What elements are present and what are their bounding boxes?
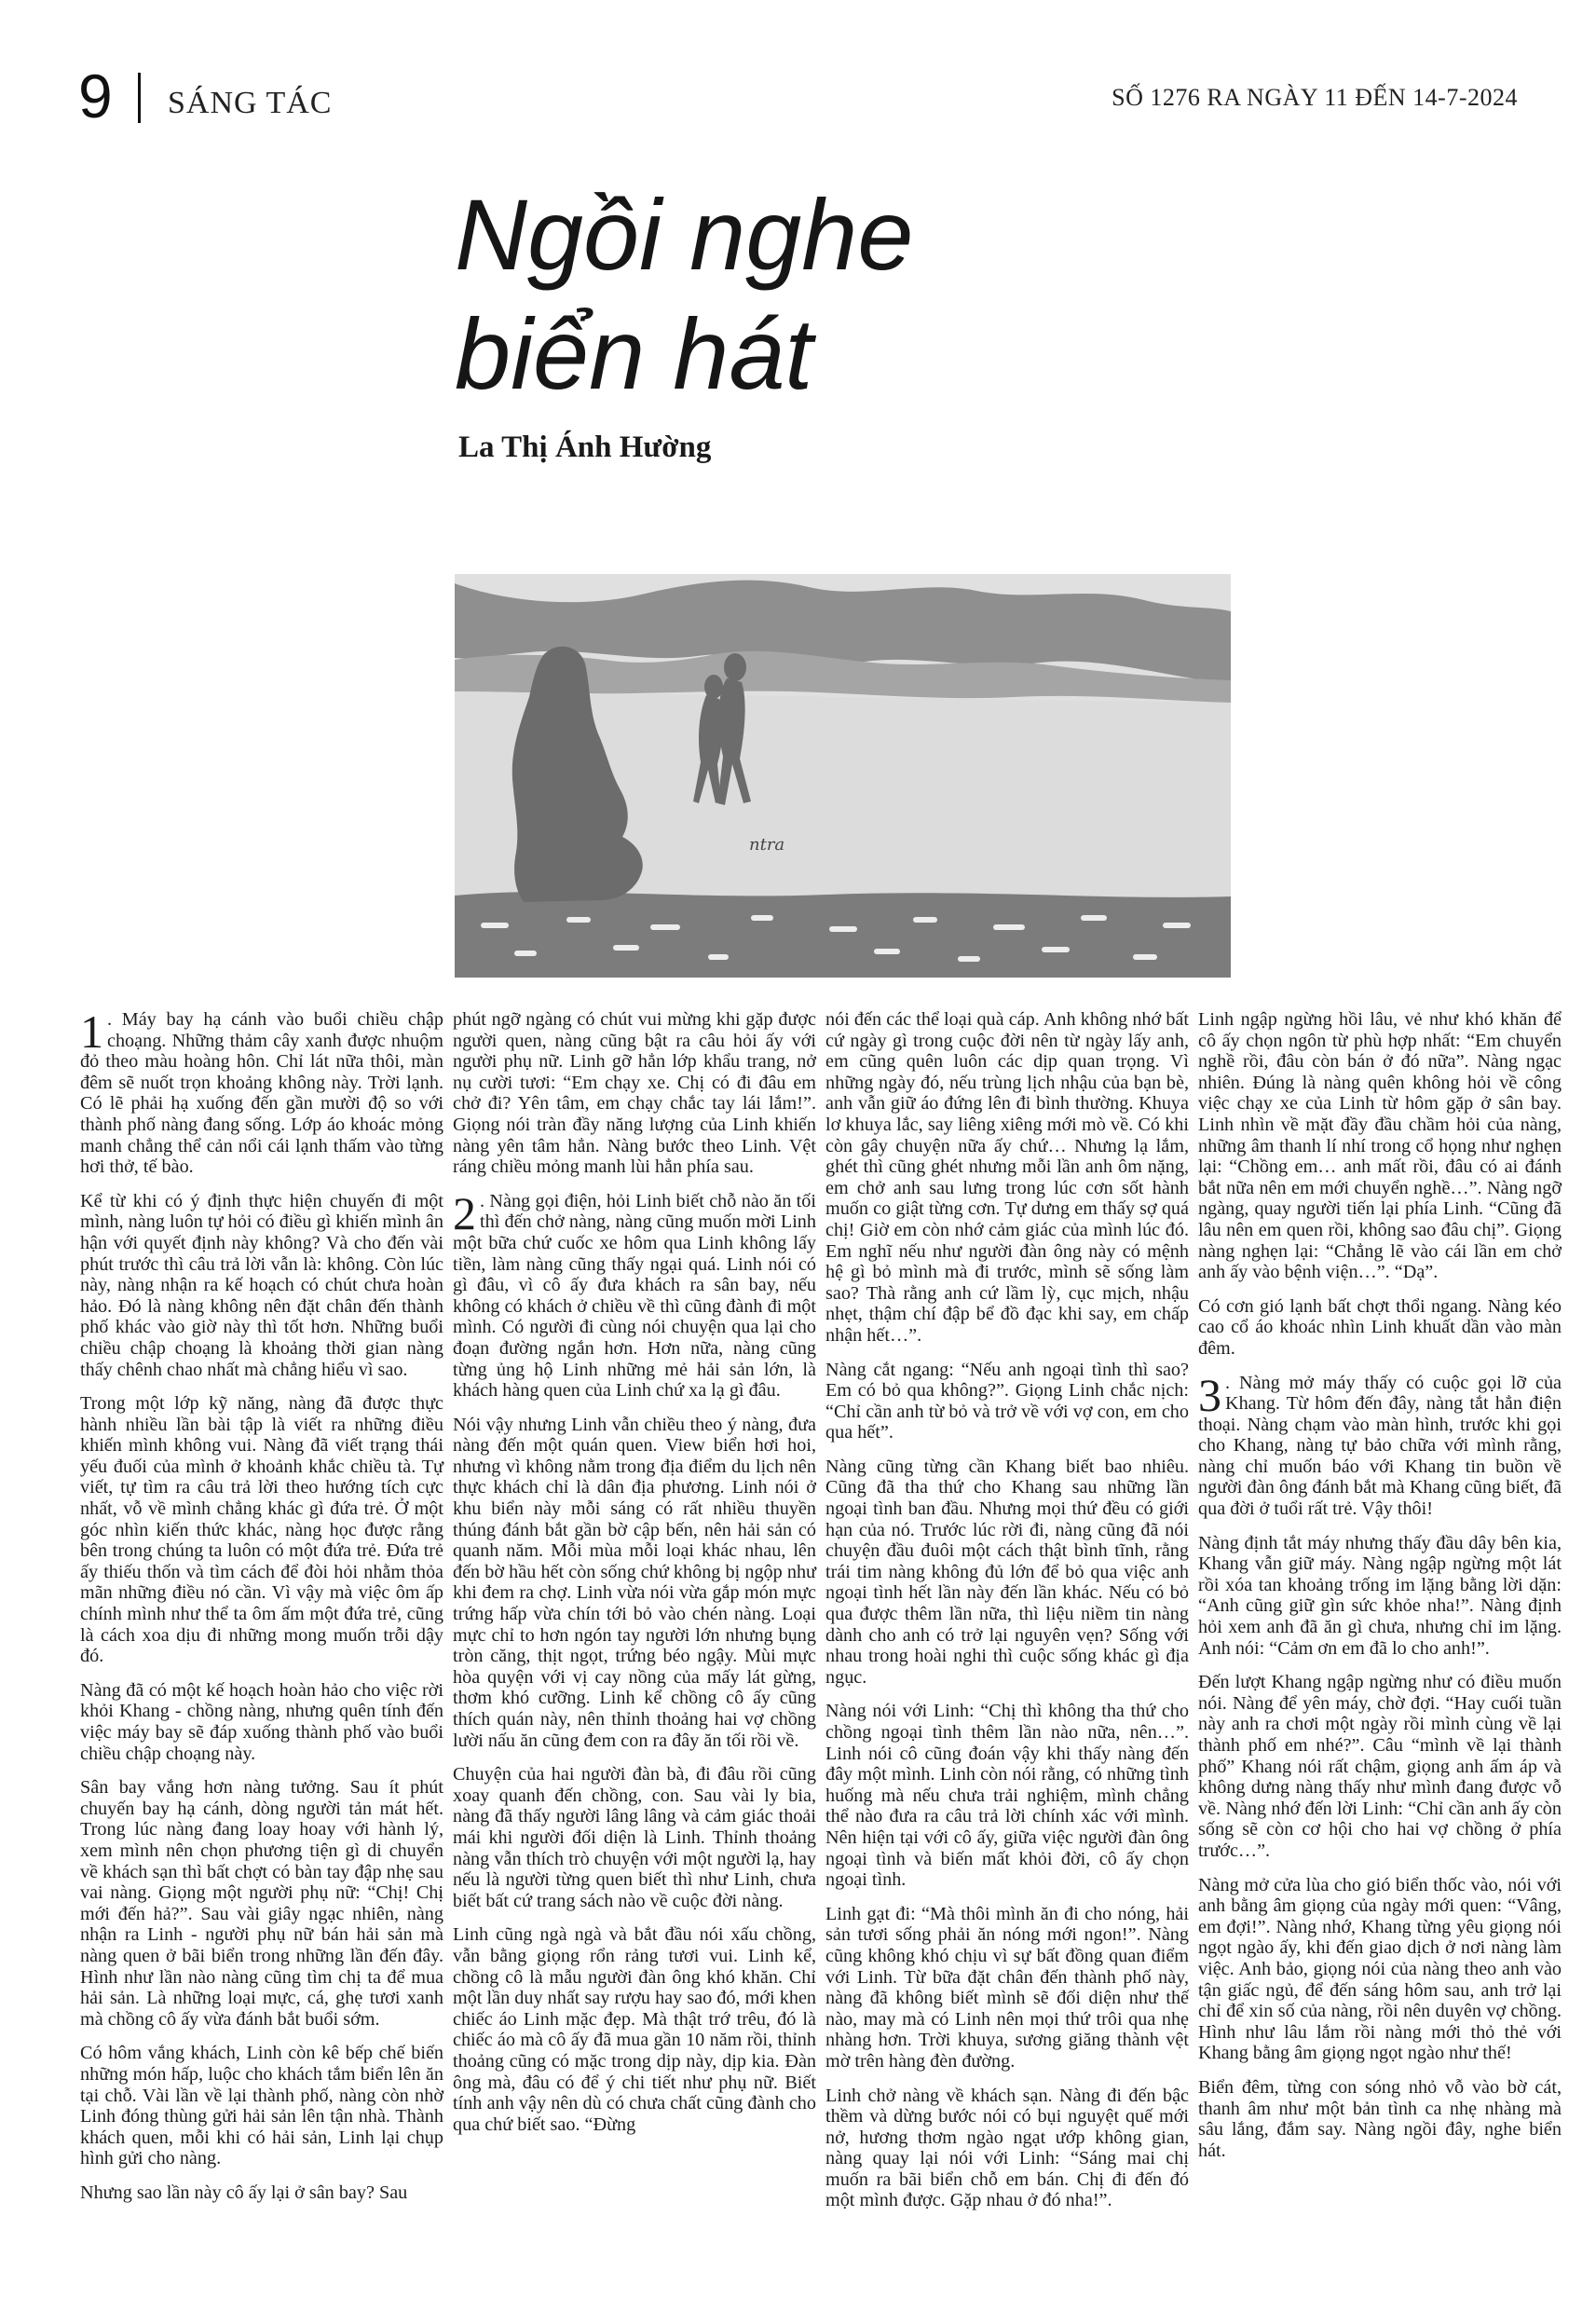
article-paragraph xyxy=(453,1009,816,1178)
paragraph-text: Linh chở nàng về khách sạn. Nàng đi đến bậc thềm và dừng bước nói có bụi nguyệt quế mới nở, hương thơm ngào ngạt ướp không gian, nàng quay lại nói với Linh: “Sáng mai chị muốn ra bãi biển chỗ em bán. Chị đi đến đó một mình được. Gặp nhau ở đó nha!”. xyxy=(825,2085,1189,2211)
article-paragraph xyxy=(825,1360,1189,1443)
article-paragraph xyxy=(1198,1009,1562,1283)
article-paragraph xyxy=(825,1904,1189,2073)
title-line-1: Ngồi nghe xyxy=(455,178,914,291)
header-divider xyxy=(138,73,141,123)
wave-mark xyxy=(1133,954,1157,960)
paragraph-text: Trong một lớp kỹ năng, nàng đã được thực hành nhiều lần bài tập là viết ra những điều khiến mình không vui. Nàng đã viết trạng thái yếu đuối của mình ở khoảnh khắc chiều tà. Tự viết, tự tìm ra câu trả lời theo hướng tích cực nhất, vỗ về mình chẳng khác gì đứa trẻ. Ở một góc nhìn kiến thức khác, nàng học được rằng bên trong chúng ta luôn có một đứa trẻ. Đứa trẻ ấy thiếu thốn và tìm cách để đòi hỏi nhằm thỏa mãn những điều nó cần. Vì vậy mà việc ôm ấp chính mình như thể ta ôm ấm một đứa trẻ, cũng là cách xoa dịu đi những mong muốn trỗi dậy đó. xyxy=(80,1393,443,1667)
paragraph-text: . Nàng gọi điện, hỏi Linh biết chỗ nào ăn tối thì đến chở nàng, nàng cũng muốn mời Linh một bữa chứ cuốc xe hôm qua Linh không lấy tiền, làm nàng cũng thấy ngại quá. Linh nói có gì đâu, vì cô ấy đưa khách ra sân bay, nếu không có khách ở chiều về thì cũng đành đi một mình. Có người đi cùng nói chuyện qua lại cho đoạn đường ngắn hơn. Hơn nữa, nàng cũng từng ủng hộ Linh những mẻ hải sản lớn, là khách hàng quen của Linh chứ xa lạ gì đâu. xyxy=(453,1190,816,1402)
wave-mark xyxy=(481,923,509,928)
wave-mark xyxy=(566,917,591,923)
article-paragraph xyxy=(1198,1368,1562,1520)
paragraph-text: Nàng cũng từng cần Khang biết bao nhiêu. Cũng đã tha thứ cho Khang sau những lần ngoại tình ban đầu. Nhưng mọi thứ đều có giới hạn của nó. Trước lúc rời đi, nàng cũng đã nói chuyện đầu đuôi một cách thật bình tĩnh, rằng trái tim nàng không đủ lớn để bỏ qua việc anh ngoại tình hết lần này đến lần khác. Nếu có bỏ qua được thêm lần nữa, thì liệu niềm tin nàng dành cho anh có trở lại nguyên vẹn? Sống với nhau trong hoài nghi thì cuộc sống khác gì địa ngục. xyxy=(825,1456,1189,1688)
article-paragraph xyxy=(453,1186,816,1402)
paragraph-text: Kể từ khi có ý định thực hiện chuyến đi một mình, nàng luôn tự hỏi có điều gì khiến mình ân hận với quyết định này không? Và cho đến vài phút trước thì câu trả lời vẫn là: không. Còn lúc này, nàng nhận ra kế hoạch có chút chưa hoàn hảo. Đó là nàng không nên đặt chân đến thành phố khác vào giờ này thì tốt hơn. Những buổi chiều chập choạng là khoảng thời gian nàng thấy chênh chao nhất mà chẳng hiểu vì sao. xyxy=(80,1190,443,1380)
wave-mark xyxy=(874,949,900,954)
article-paragraph xyxy=(1198,1533,1562,1660)
article-paragraph xyxy=(80,1680,443,1764)
paragraph-text: Có cơn gió lạnh bất chợt thổi ngang. Nàng kéo cao cổ áo khoác nhìn Linh khuất dần vào màn đêm. xyxy=(1198,1295,1562,1359)
wave-mark xyxy=(829,926,857,932)
wave-mark xyxy=(613,945,639,951)
wave-mark xyxy=(751,915,773,921)
article-paragraph xyxy=(453,1764,816,1911)
section-name: SÁNG TÁC xyxy=(168,86,333,120)
article-paragraph xyxy=(825,1701,1189,1890)
paragraph-text: Nàng nói với Linh: “Chị thì không tha thứ cho chồng ngoại tình thêm lần nào nữa, nên…”. Linh nói cô cũng đoán vậy khi thấy nàng đến đây một mình. Linh còn nói rằng, có những tình huống mà nếu chưa trải nghiệm, mình chẳng thể nào đưa ra câu trả lời chính xác với mình. Nên hiện tại với cô ấy, giữa việc người đàn ông ngoại tình và biến mất khỏi đời, cô ấy chọn ngoại tình. xyxy=(825,1701,1189,1891)
paragraph-text: Đến lượt Khang ngập ngừng như có điều muốn nói. Nàng để yên máy, chờ đợi. “Hay cuối tuần này anh ra chơi một ngày rồi mình cùng về lại thành phố em nhé?”. Câu “mình về lại thành phố” Khang nói rất chậm, giọng anh ấm áp và không dưng nàng thấy như mình đang được vỗ về. Nàng nhớ đến lời Linh: “Chỉ cần anh ấy còn sống sẽ còn cơ hội cho hai vợ chồng ở phía trước…”. xyxy=(1198,1672,1562,1861)
wave-mark xyxy=(1042,947,1070,952)
section-number-dropcap: 1 xyxy=(80,1006,103,1058)
article-column-4 xyxy=(1198,1009,1562,2174)
wave-mark xyxy=(1081,915,1107,921)
title-line-2: biển hát xyxy=(455,297,813,410)
wave-mark xyxy=(913,917,937,923)
article-paragraph xyxy=(453,1415,816,1752)
paragraph-text: Nàng định tắt máy nhưng thấy đầu dây bên kia, Khang vẫn giữ máy. Nàng ngập ngừng một lát rồi xóa tan khoảng trống im lặng bằng lời dặn: “Anh cũng giữ gìn sức khỏe nha!”. Nàng định hỏi xem anh đã ăn gì chưa, nhưng chỉ im lặng. Anh nói: “Cảm ơn em đã lo cho anh!”. xyxy=(1198,1532,1562,1659)
paragraph-text: Nàng mở cửa lùa cho gió biển thốc vào, nói với anh bằng âm giọng của ngày mới quen: “Vâng, em đợi!”. Nàng nhớ, Khang từng yêu giọng nói ngọt ngào ấy, khi đến giao dịch ở nơi nàng làm việc. Anh bảo, giọng nói của nàng theo anh vào tận giấc ngủ, để đến sáng hôm sau, anh trở lại chỉ để xin số của nàng, rồi nên duyên vợ chồng. Hình như lâu lắm rồi nàng mới thỏ thẻ với Khang bằng âm giọng ngọt ngào như thế! xyxy=(1198,1874,1562,2064)
paragraph-text: Linh ngập ngừng hồi lâu, vẻ như khó khăn để cô ấy chọn ngôn từ phù hợp nhất: “Em chuyển nghề rồi, đâu còn bán ở đó nữa”. Nàng ngạc nhiên. Đúng là nàng quên không hỏi về công việc chạy xe của Linh từ hôm gặp ở sân bay. Linh nhìn về mặt đầy đầu chầm hỏi của nàng, những âm thanh lí nhí trong cổ họng như nghẹn lại: “Chồng em… anh mất rồi, đâu có ai đánh bắt nữa nên em mới chuyển nghề…”. Nàng ngỡ ngàng, quay người tiến lại phía Linh. “Cũng đã lâu nên em quen rồi, không sao đâu chị”. Giọng nàng nghẹn lại: “Chẳng lẽ vào cái lần em chở anh ấy vào bệnh viện…”. “Dạ”. xyxy=(1198,1009,1562,1283)
article-paragraph xyxy=(80,2182,443,2204)
article-paragraph xyxy=(825,2086,1189,2212)
article-paragraph xyxy=(80,1006,443,1178)
section-number-dropcap: 3 xyxy=(1198,1368,1221,1421)
article-author: La Thị Ánh Hường xyxy=(458,431,712,464)
paragraph-text: Nhưng sao lần này cô ấy lại ở sân bay? Sau xyxy=(80,2182,408,2203)
page-number: 9 xyxy=(78,62,113,130)
wave-mark xyxy=(958,956,980,962)
article-paragraph xyxy=(1198,1672,1562,1861)
article-column-1 xyxy=(80,1006,443,2216)
article-title xyxy=(455,175,1200,414)
article-paragraph xyxy=(1198,1875,1562,2064)
wave-mark xyxy=(993,924,1025,930)
paragraph-text: . Máy bay hạ cánh vào buổi chiều chập choạng. Những thảm cây xanh được nhuộm đỏ theo màu hoàng hôn. Chỉ lát nữa thôi, màn đêm sẽ nuốt trọn khoảng không này. Trời lạnh. Có lẽ phải hạ xuống đến gần mười độ so với thành phố nàng đang sống. Lớp áo khoác mỏng manh chẳng thể cản nổi cái lạnh thấm vào từng hơi thở, tế bào. xyxy=(80,1009,443,1178)
page-header xyxy=(78,63,1518,129)
article-column-3 xyxy=(825,1009,1189,2224)
paragraph-text: . Nàng mở máy thấy có cuộc gọi lỡ của Khang. Từ hôm đến đây, nàng tắt hẳn điện thoại. Nàng chạm vào màn hình, trước khi gọi cho Khang, nàng tự bảo chữa với mình rằng, nàng chỉ muốn báo với Khang tin buồn về người đàn ông đánh bắt mà Khang cũng biết, đã qua đời ở tuổi rất trẻ. Vậy thôi! xyxy=(1198,1372,1562,1520)
article-paragraph xyxy=(825,1457,1189,1689)
wave-mark xyxy=(514,951,537,956)
article-paragraph xyxy=(80,1191,443,1380)
illustration xyxy=(455,574,1231,978)
article-column-2 xyxy=(453,1009,816,2148)
article-paragraph xyxy=(1198,2077,1562,2161)
section-number-dropcap: 2 xyxy=(453,1186,476,1239)
article-paragraph xyxy=(1198,1296,1562,1360)
article-paragraph xyxy=(80,1393,443,1667)
article-paragraph xyxy=(80,2043,443,2169)
article-paragraph xyxy=(825,1009,1189,1347)
article-paragraph xyxy=(80,1777,443,2030)
illustration-shore xyxy=(455,892,1231,978)
paragraph-text: Biển đêm, từng con sóng nhỏ vỗ vào bờ cát, thanh âm như một bản tình ca nhẹ nhàng mà sâu lắng, đắm say. Nàng ngồi đây, nghe biển hát. xyxy=(1198,2076,1562,2161)
paragraph-text: Linh gạt đi: “Mà thôi mình ăn đi cho nóng, hải sản tươi sống phải ăn nóng mới ngon!”. Nàng cũng không khó chịu vì sự bất đồng quan điểm với Linh. Từ bữa đặt chân đến thành phố này, nàng đã không biết mình sẽ đối diện như thế nào, may mà có Linh nên mọi thứ trôi qua nhẹ nhàng hơn. Trời khuya, sương giăng thành vệt mờ trên hàng đèn đường. xyxy=(825,1903,1189,2072)
wave-mark xyxy=(650,924,680,930)
paragraph-text: Nàng đã có một kế hoạch hoàn hảo cho việc rời khỏi Khang - chồng nàng, nhưng quên tính đến việc máy bay sẽ đáp xuống thành phố vào buổi chiều chập choạng này. xyxy=(80,1679,443,1764)
article-paragraph xyxy=(453,1924,816,2135)
paragraph-text: Chuyện của hai người đàn bà, đi đâu rồi cũng xoay quanh đến chồng, con. Sau vài ly bia, nàng đã thấy người lâng lâng và cảm giác thoải mái khi người đối diện là Linh. Thỉnh thoảng nàng vẫn thích trò chuyện với một người lạ, hay nếu là người từng quen biết thì như Linh, chưa biết bất cứ trang sách nào về cuộc đời nàng. xyxy=(453,1764,816,1911)
paragraph-text: phút ngỡ ngàng có chút vui mừng khi gặp được người quen, nàng cũng bật ra câu hỏi ấy với người phụ nữ. Linh gỡ hẳn lớp khẩu trang, nở nụ cười tươi: “Em chạy xe. Chị có đi đâu em chở đi? Yên tâm, em chạy chắc tay lái lắm!”. Giọng nói tràn đầy năng lượng của Linh khiến nàng yên tâm hẳn. Nàng bước theo Linh. Vệt ráng chiều mỏng manh lùi hẳn phía sau. xyxy=(453,1009,816,1178)
issue-info: SỐ 1276 RA NGÀY 11 ĐẾN 14-7-2024 xyxy=(1112,84,1518,111)
paragraph-text: nói đến các thể loại quà cáp. Anh không nhớ bất cứ ngày gì trong cuộc đời nên từ ngày lấy anh, em cũng quên luôn các dịp quan trọng. Vì những ngày đó, nếu trùng lịch nhậu của bạn bè, anh vẫn giữ áo đứng lên đi bình thường. Khuya lơ khuya lắc, say liêng xiêng mới mò về. Có khi còn gây chuyện nữa ấy chứ… Nhưng lạ lắm, ghét thì cũng ghét nhưng mỗi lần anh ôm nặng, em chở anh sau lưng trong lúc cơn sốt hành muốn co giật từng cơn. Tự dưng em thấy sợ quá chị! Giờ em còn nhớ cảm giác của mình lúc đó. Em nghĩ nếu như người đàn ông này có mệnh hệ gì bỏ mình mà đi trước, mình sẽ sống làm sao? Thà rằng anh cứ lầm lỳ, cục mịch, nhậu nhẹt, thậm chí đập bể đồ đạc khi say, em chấp nhận hết…”. xyxy=(825,1009,1189,1346)
wave-mark xyxy=(708,954,729,960)
illustration-signature: ntra xyxy=(749,835,785,855)
paragraph-text: Có hôm vắng khách, Linh còn kê bếp chế biến những món hấp, luộc cho khách tắm biển lên ăn tại chỗ. Vài lần về lại thành phố, nàng còn nhờ Linh đóng thùng gửi hải sản lên tận nhà. Thành khách quen, mỗi khi có hải sản, Linh lại chụp hình gửi cho nàng. xyxy=(80,2043,443,2169)
paragraph-text: Linh cũng ngà ngà và bắt đầu nói xấu chồng, vẫn bằng giọng rổn rảng tươi vui. Linh kể, chồng cô là mẫu người đàn ông khó khăn. Chỉ một lần duy nhất say rượu hay sao đó, mới khen chiếc áo Linh mặc đẹp. Mà thật trớ trêu, đó là chiếc áo mà cô ấy đã mua gần 10 năm rồi, thỉnh thoảng cũng có mặc trong dịp này, dịp kia. Đàn ông mà, đâu có để ý chi tiết như phụ nữ. Biết tính anh vậy nên dù có chưa chất cũng đành cho qua chứ biết sao. “Đừng xyxy=(453,1924,816,2135)
wave-mark xyxy=(1163,923,1191,928)
paragraph-text: Sân bay vắng hơn nàng tưởng. Sau ít phút chuyến bay hạ cánh, dòng người tản mát hết. Trong lúc nàng đang loay hoay với hành lý, xem mình nên chọn phương tiện gì di chuyển về khách sạn thì bất chợt có bàn tay đập nhẹ sau vai nàng. Giọng một người phụ nữ: “Chị! Chị mới đến hả?”. Sau vài giây ngạc nhiên, nàng nhận ra Linh - người phụ nữ bán hải sản mà nàng quen ở bãi biển trong những lần đến đây. Hình như lần nào nàng cũng tìm chị ta để mua hải sản. Là những loại mực, cá, ghẹ tươi xanh mà chồng cô ấy vừa đánh bắt buổi sớm. xyxy=(80,1777,443,2030)
paragraph-text: Nói vậy nhưng Linh vẫn chiều theo ý nàng, đưa nàng đến một quán quen. View biển hơi hoi, nhưng vì không nằm trong địa điểm du lịch nên thực khách chỉ là dân địa phương. Linh nói ở khu biển này mỗi sáng có rất nhiều thuyền thúng đánh bắt gần bờ cập bến, nên hải sản có quanh năm. Mỗi mùa mỗi loại khác nhau, lên đến bờ hầu hết còn sống chứ không bị ngộp như khi đem ra chợ. Linh vừa nói vừa gắp món mực trứng hấp vừa chín tới bỏ vào chén nàng. Loại mực chỉ to hơn ngón tay người lớn nhưng bụng tròn căng, thịt ngọt, trứng béo ngậy. Mùi mực hòa quyện với vị cay nồng của mấy lát gừng, thơm khó cưỡng. Linh kể chồng cô ấy cũng thích quán này, nên thỉnh thoảng hai vợ chồng lười nấu ăn cũng đem con ra đây ăn tối rồi về. xyxy=(453,1414,816,1751)
paragraph-text: Nàng cắt ngang: “Nếu anh ngoại tình thì sao? Em có bỏ qua không?”. Giọng Linh chắc nịch: “Chỉ cần anh từ bỏ và trở về với vợ con, em cho qua hết”. xyxy=(825,1359,1189,1443)
